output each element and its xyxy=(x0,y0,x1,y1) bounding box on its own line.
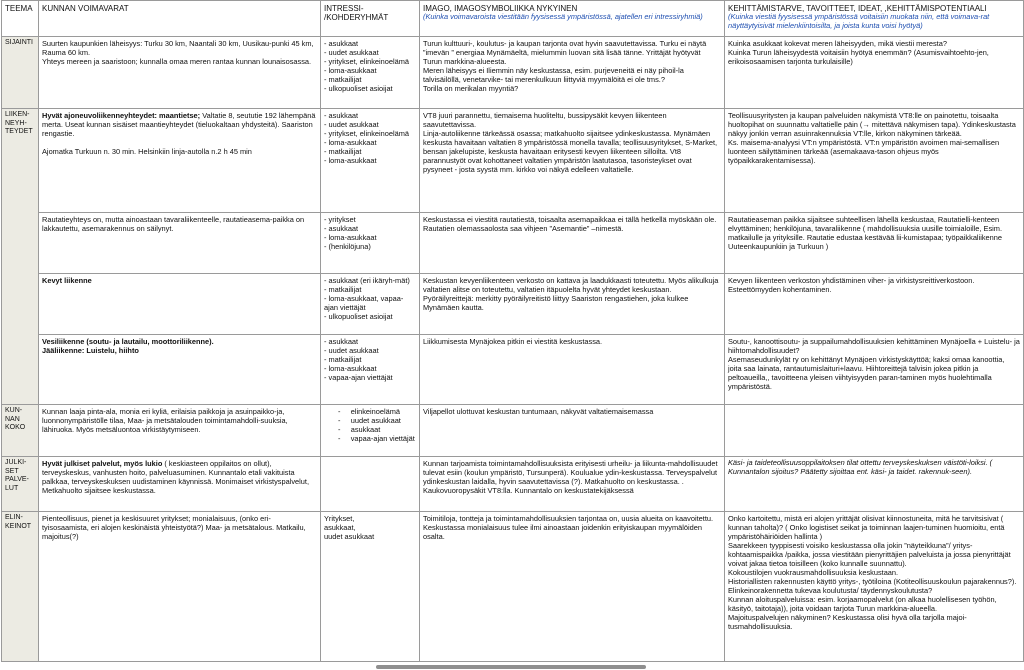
header-row xyxy=(2,1,1024,37)
header-imago-hint: (Kuinka voimavaroista viestitään fyysisessä ympäristössä, ajatellen eri intressiryhmiä) xyxy=(423,12,703,22)
theme-cell xyxy=(2,457,39,512)
header-kehittamistarve xyxy=(725,1,1024,37)
groups-cell xyxy=(321,274,420,335)
group-list xyxy=(324,215,416,251)
group-list xyxy=(324,39,416,93)
theme-cell xyxy=(2,109,39,405)
kehitt-text: Kuinka asukkaat kokevat meren läheisyyden, mikä viestii meresta? Kuinka Turun läheisyydestä voitaisiin hyötyä enemmän? (Asumisvaihtoehto-jen, erikoisosaamisen tarjonta turkulaisille) xyxy=(728,39,989,66)
group-item: - uudet asukkaat xyxy=(324,48,416,57)
group-list xyxy=(324,514,416,541)
group-item: - matkailijat xyxy=(324,355,416,364)
group-item: - asukkaat xyxy=(324,39,416,48)
group-item: uudet asukkaat xyxy=(324,532,375,541)
header-kehittamistarve-hint: (Kuinka viestiä fyysisessä ympäristössä voitaisiin muokata niin, että voimava-rat näyttäytyisivät mielenkiintoisilta, ja joista kunta voisi hyötyä) xyxy=(728,12,990,30)
group-item: - (henkilöjuna) xyxy=(324,242,416,251)
theme-cell xyxy=(2,512,39,662)
table-row xyxy=(2,457,1024,512)
group-item: - uudet asukkaat xyxy=(324,346,416,355)
group-item: - loma-asukkaat xyxy=(324,66,416,75)
kehitt-text: Kevyen liikenteen verkoston yhdistäminen viher- ja virkistysreittiverkostoon. Esteettömyyden kohentaminen. xyxy=(728,276,975,294)
group-list xyxy=(324,111,416,165)
table-row xyxy=(2,37,1024,109)
theme-label: JULKI- SET PALVE- LUT xyxy=(5,459,29,492)
imago-cell xyxy=(420,335,725,405)
imago-cell xyxy=(420,109,725,213)
theme-label: KUN- NAN KOKO xyxy=(5,407,26,432)
kunnan-cell xyxy=(39,405,321,457)
kunnan-cell xyxy=(39,457,321,512)
groups-cell xyxy=(321,109,420,213)
kunnan-cell xyxy=(39,512,321,662)
imago-text: Viljapellot ulottuvat keskustan tuntumaan, näkyvät valtatiemaisemassa xyxy=(423,407,654,416)
groups-cell xyxy=(321,335,420,405)
groups-cell xyxy=(321,213,420,274)
group-item: - vapaa-ajan viettäjät xyxy=(324,373,416,382)
kunnan-text: Kunnan laaja pinta-ala, monia eri kyliä, erilaisia paikkoja ja asuinpaikko-ja, luonnonympäristölle tilaa, Maa- ja metsätalouden toimintamahdolli-suuksia, lähiruoka. Myös metsäluontoa virkistäytymiseen. xyxy=(42,407,288,434)
kunnan-cell xyxy=(39,274,321,335)
imago-text: Keskustassa ei viestitä rautatiestä, toisaalta asemapaikkaa ei tällä hetkellä myöskään ole. Rautatien olemassaolosta saa vihjeen ”Asemantie” –nimestä. xyxy=(423,215,717,233)
kehitt-text: Soutu-, kanoottisoutu- ja suppailumahdollisuuksien kehittäminen Mynäjoella + Luistelu- ja hiihtomahdollisuudet? Asemaseudunkylät ry on kehittänyt Mynäjoen virkistyskäyttöä; kaksi omaa kanoottia, joita saa lainata, rantautumislaituri+laavu. Hiihtoreittejä talvisin jokea pitkin ja peltoaueilla,, tavoitteena yleisen viihtyisyyden paran-taminen myös huolehtimalla ympäristöstä. xyxy=(728,337,1020,391)
header-intressi-label: INTRESSI- /KOHDERYHMÄT xyxy=(324,4,389,23)
kehitt-cell xyxy=(725,213,1024,274)
header-kehittamistarve-label: KEHITTÄMISTARVE, TAVOITTEET, IDEAT, ,KEHITTÄMISPOTENTIAALI xyxy=(728,4,987,13)
kunnan-text: Pienteollisuus, pienet ja keskisuuret yritykset; monialaisuus, (onko eri-tyisosaamista, eri alojen keskinäistä yhteistyötä?) Maa- ja metsätalous. Matkailu, majoitus(?) xyxy=(42,514,306,541)
group-list xyxy=(324,407,416,443)
theme-label: SIJAINTI xyxy=(5,39,34,46)
kehitt-cell xyxy=(725,405,1024,457)
group-item: asukkaat, xyxy=(324,523,356,532)
group-item: - asukkaat xyxy=(324,224,416,233)
imago-cell xyxy=(420,405,725,457)
imago-cell xyxy=(420,213,725,274)
groups-cell xyxy=(321,405,420,457)
group-item: - yritykset, elinkeinoelämä xyxy=(324,129,416,138)
kehitt-text: Teollisuusyritysten ja kaupan palveluiden näkymistä VT8:lle on painotettu, toisaalta huoltopihat on suunnattu valtatielle päin (→ mitettävä näkymisen tapa). Ydinkeskustasta näkyy jonkin verran asuinrakennuksia VT:lle, kirkon näkyminen tärkeää. Ks. maisema-analyysi VT:n ympäristöstä. VT:n ympäristön avoimen mai-semallisen luonteen säilyttäminen tärkeää (asemakaava-tason ohjeus myös työpaikkarakentamisessa). xyxy=(728,111,1016,165)
theme-label: ELIN- KEINOT xyxy=(5,514,32,530)
imago-text: Liikkumisesta Mynäjokea pitkin ei viestitä keskustassa. xyxy=(423,337,603,346)
table-row xyxy=(2,335,1024,405)
kehitt-cell xyxy=(725,335,1024,405)
kehitt-text: Rautatieaseman paikka sijaitsee suhteellisen lähellä keskustaa, Rautatielli-kenteen elvyttäminen; henkilöjuna, tavaraliikenne ( mahdollisuuksia uusille toimialoille, Esim. matkailulle ja yrityksille. Rautatie edustaa kestävää lii-kumistapaa; työpaikkaliikenne Uuteenkaupunkiin ja Turkuun ) xyxy=(728,215,1002,251)
kehitt-text: Käsi- ja taideteollisuusoppilaitoksen tilat ottettu terveyskeskuksen väistöti-loiksi. ( Kunnantalon sijoitus? Päätetty sijoittaa ent. käsi- ja taidet. rakennuk-seen). xyxy=(728,458,993,476)
group-item: - asukkaat xyxy=(324,111,416,120)
groups-cell xyxy=(321,512,420,662)
kunnan-text: Suurten kaupunkien läheisyys: Turku 30 km, Naantali 30 km, Uusikau-punki 45 km, Rauma 60 km. Yhteys mereen ja saaristoon; kunnalla omaa meren rantaa kunnan lounaisosassa. xyxy=(42,39,314,66)
table-row xyxy=(2,405,1024,457)
group-item: - uudet asukkaat xyxy=(324,120,416,129)
group-item: - matkailijat xyxy=(324,147,416,156)
group-list xyxy=(324,276,416,321)
kunnan-lead: Hyvät julkiset palvelut, myös lukio xyxy=(42,459,163,468)
kunnan-text: ( keskiasteen oppilaitos on ollut), terveyskeskus, vanhusten hoito, palveluasuminen. Kunnantalo etali vakituista palkkaa, terveyskeskuksen uudistaminen käynnissä. Monimaiset virkistyspalvelut, Metkahuolto sijaitsee keskustassa. xyxy=(42,459,310,495)
table-row xyxy=(2,213,1024,274)
group-item: - yritykset xyxy=(324,215,416,224)
group-item: - asukkaat xyxy=(338,425,416,434)
imago-cell xyxy=(420,37,725,109)
table-row xyxy=(2,109,1024,213)
theme-cell xyxy=(2,405,39,457)
kunnan-lead: Vesiliikenne (soutu- ja lautailu, moottoriliikenne). Jääliikenne: Luistelu, hiihto xyxy=(42,337,214,355)
group-item: - elinkeinoelämä xyxy=(338,407,416,416)
group-item: - yritykset, elinkeinoelämä xyxy=(324,57,416,66)
kehitt-cell xyxy=(725,457,1024,512)
groups-cell xyxy=(321,37,420,109)
imago-text: Turun kulttuuri-, koulutus- ja kaupan tarjonta ovat hyvin saavutettavissa. Turku ei näytä ”imevän ” energiaa Mynämäeltä, mielummin luovan sitä lisää tänne. Yrittäjät hyötyvät Turun markkina-alueesta. Meren läheisyys ei Iliemmin näy keskustassa, esim. purjeveneitä ei näy pihoil-la talvisäilöllä, venetarvike- tai merenkulkuun liittyviä myymälöitä ei ole tms.? Torilla on merikalan myyntiä? xyxy=(423,39,707,93)
group-item: Yritykset, xyxy=(324,514,355,523)
group-item: - loma-asukkaat, vapaa-ajan viettäjät xyxy=(324,294,416,312)
table-row xyxy=(2,512,1024,662)
group-item: - asukkaat xyxy=(324,337,416,346)
horizontal-scrollbar[interactable] xyxy=(376,665,646,669)
group-item: - matkailijat xyxy=(324,285,416,294)
imago-text: Kunnan tarjoamista toimintamahdollisuuksista erityisesti urheilu- ja liikunta-mahdollisuudet tulevat esiin (koulun ympäristö, Tursunperä). Koulualue ydin-keskustassa. Terveyspalvelut ydinkeskustan laidalla, hyvin saavutettavissa (?). Matkahuolto on keskustassa. . Kaukovuoropysäkit VT8:lla. Kunnantalo on keskustatekijäksessä xyxy=(423,459,718,495)
kunnan-lead: Kevyt liikenne xyxy=(42,276,92,285)
kunnan-cell xyxy=(39,335,321,405)
kunnan-cell xyxy=(39,213,321,274)
header-imago-label: IMAGO, IMAGOSYMBOLIIKKA NYKYINEN xyxy=(423,4,578,13)
group-item: - ulkopuoliset asioijat xyxy=(324,312,416,321)
imago-text: VT8 juuri parannettu, tiemaisema huoliteltu, bussipysäkit kevyen liikenteen saavutettavissa. Linja-autoliikenne tärkeässä osassa; matkahuolto sijaitsee ydinkeskustassa. Mynämäen keskusta havaitaan valtatien 8 ympäristössä monella tavalla; teollisuusyritykset, S-Market, bensan jakelupiste, keskusta havaitaan eritysesti kevyen liikenteen silloilta. Vt8 parannustyöt ovat kohottaneet valtatien ympäristön laatutasoa, tasoristeykset ovat pysyneet - josta syystä mm. kirkko voi näkyä edelleen valtatielle. xyxy=(423,111,718,174)
imago-cell xyxy=(420,457,725,512)
imago-cell xyxy=(420,274,725,335)
group-item: - loma-asukkaat xyxy=(324,233,416,242)
kehitt-text: Onko kartoitettu, mistä eri alojen yrittäjät olisivat kiinnostuneita, mitä he tarvitsisivat ( kunnan taholta)? ( Onko logistiset seikat ja toiminnan laajen-tuminen huomioitu, entä ympäristöhäiriöiden hallinta ) Saarekkeen tyyppisesti voisiko keskustassa olla jokin ”näyteikkuna”/ yritys-kohtaamispaikka /paikka, jossa viestitään pienyrittäjien palveluista ja jossa pienyrittäjät voivat jakaa tietoa toisilleen (koko kunnalle suunnattu). Kokoustilojen vuokrausmahdollisuuksia keskustaan. Historiallisten rakennusten käyttö yritys-, työtiloina (Kotiteollisuuskoulun pajarakennus?). Elinkeinorakennetta tukevaa koulutusta/ täydennyskoulutusta? Kunnan aloituspalveluissa: esim. korjaamopalvelut (on alkaa huolellisesen työhön, käsityö, taitotaja)), joita voidaan tarjota Turun markkina-alueella. Majoituspalvelujen näkyminen? Keskustassa olisi hyvä olla tarjolla majoi-tusmahdollisuuksia. xyxy=(728,514,1017,631)
kehitt-cell xyxy=(725,37,1024,109)
analysis-table xyxy=(1,0,1024,662)
imago-text: Toimitiloja, tontteja ja toimintamahdollisuuksien tarjontaa on, uusia alueita on kaavoitettu. Keskustassa monialaisuus tulee ilmi ainoastaan joidenkin erityiskaupan myymälöiden osalta. xyxy=(423,514,714,541)
group-item: - uudet asukkaat xyxy=(338,416,416,425)
group-item: - asukkaat (eri ikäryh-mät) xyxy=(324,276,416,285)
group-item: - vapaa-ajan viettäjät xyxy=(338,434,416,443)
groups-cell xyxy=(321,457,420,512)
header-imago xyxy=(420,1,725,37)
group-item: - loma-asukkaat xyxy=(324,156,416,165)
group-item: - loma-asukkaat xyxy=(324,138,416,147)
kunnan-cell xyxy=(39,109,321,213)
group-item: - ulkopuoliset asioijat xyxy=(324,84,416,93)
kunnan-text: Valtatie 8, seututie 192 lähempänä merta. Useat kunnan sisäiset maantieyhteydet (tieluokaltaan yhdysteitä). Saariston rengastie. Ajomatka Turkuun n. 30 min. Helsinkiin linja-autolla n.2 h 45 min xyxy=(42,111,316,156)
kunnan-lead: Hyvät ajoneuvoliikenneyhteydet: maantietse; xyxy=(42,111,201,120)
theme-label: LIIKEN- NEYH- TEYDET xyxy=(5,111,33,136)
header-intressi xyxy=(321,1,420,37)
group-item: - loma-asukkaat xyxy=(324,364,416,373)
kehitt-cell xyxy=(725,512,1024,662)
imago-text: Keskustan kevyenliikenteen verkosto on kattava ja laadukkaasti toteutettu. Myös alikulkuja valtatien alitse on toteutettu, valtatien itäpuolelta hyvät yhteydet keskustaan. Pyöräilyreittejä: merkitty pyöräilyreitistö liittyy Saariston rengastiehen, joka kulkee Mynämäen kautta. xyxy=(423,276,719,312)
theme-cell xyxy=(2,37,39,109)
header-teema: TEEMA xyxy=(2,1,39,37)
group-item: - matkailijat xyxy=(324,75,416,84)
imago-cell xyxy=(420,512,725,662)
kunnan-cell xyxy=(39,37,321,109)
kehitt-cell xyxy=(725,109,1024,213)
table-row xyxy=(2,274,1024,335)
kunnan-text: Rautatieyhteys on, mutta ainoastaan tavaraliikenteelle, rautatieasema-paikka on lakkautettu, asemarakennus on säilynyt. xyxy=(42,215,305,233)
kehitt-cell xyxy=(725,274,1024,335)
header-kunnan-voimavarat: KUNNAN VOIMAVARAT xyxy=(39,1,321,37)
group-list xyxy=(324,337,416,382)
